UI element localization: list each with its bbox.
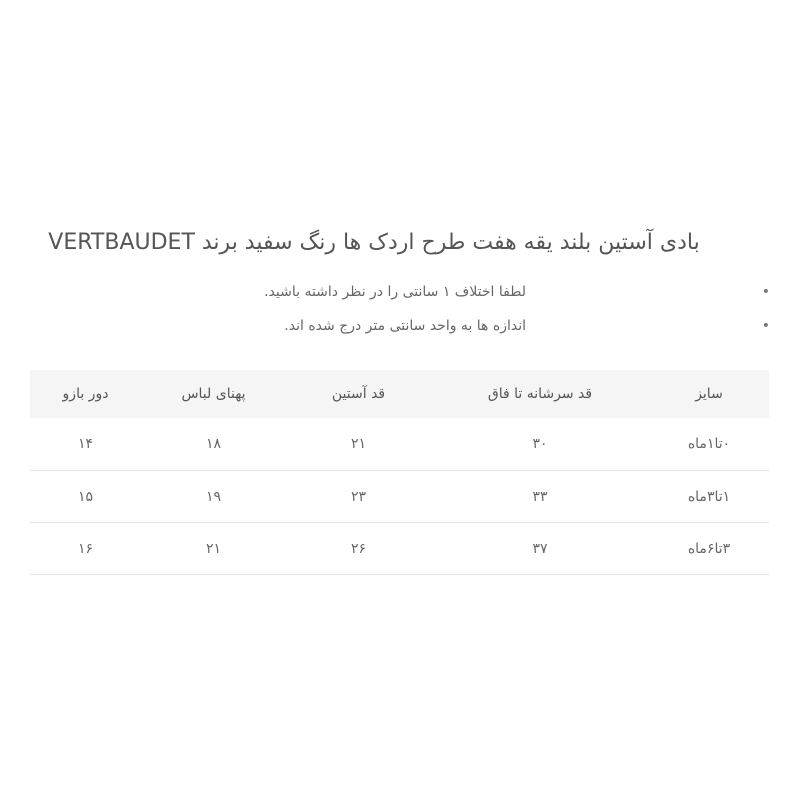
- table-cell: ۳۷: [431, 523, 649, 575]
- table-cell: ۳۳: [431, 471, 649, 523]
- bullet-icon: •: [761, 318, 770, 334]
- notes-list: [30, 278, 772, 346]
- bullet-icon: •: [761, 284, 770, 300]
- header-width: پهنای لباس: [141, 370, 286, 418]
- table-cell: ۳تا۶ماه: [649, 523, 769, 575]
- note-text: لطفا اختلاف ۱ سانتی را در نظر داشته باشید.: [264, 284, 526, 300]
- note-item: [30, 278, 772, 312]
- header-size: سایز: [649, 370, 769, 418]
- table-cell: ۲۱: [286, 418, 431, 471]
- table-row: [30, 418, 769, 471]
- table-cell: ۱۹: [141, 471, 286, 523]
- table-cell: ۱۵: [30, 471, 141, 523]
- size-table: [30, 370, 769, 575]
- table-header-row: [30, 370, 769, 418]
- table-cell: ۲۱: [141, 523, 286, 575]
- table-row: [30, 523, 769, 575]
- page-title: بادی آستین بلند یقه هفت طرح اردک ها رنگ سفید برند VERTBAUDET: [48, 230, 700, 255]
- table-cell: ۱۶: [30, 523, 141, 575]
- note-text: اندازه ها به واحد سانتی متر درج شده اند.: [284, 318, 526, 334]
- header-sleeve-length: قد آستین: [286, 370, 431, 418]
- table-cell: ۰تا۱ماه: [649, 418, 769, 471]
- table-row: [30, 471, 769, 523]
- table-cell: ۲۳: [286, 471, 431, 523]
- table-cell: ۱تا۳ماه: [649, 471, 769, 523]
- header-shoulder-length: قد سرشانه تا فاق: [431, 370, 649, 418]
- table-cell: ۲۶: [286, 523, 431, 575]
- table-cell: ۱۸: [141, 418, 286, 471]
- table-cell: ۳۰: [431, 418, 649, 471]
- table-cell: ۱۴: [30, 418, 141, 471]
- note-item: [30, 312, 772, 346]
- header-arm-circumference: دور بازو: [30, 370, 141, 418]
